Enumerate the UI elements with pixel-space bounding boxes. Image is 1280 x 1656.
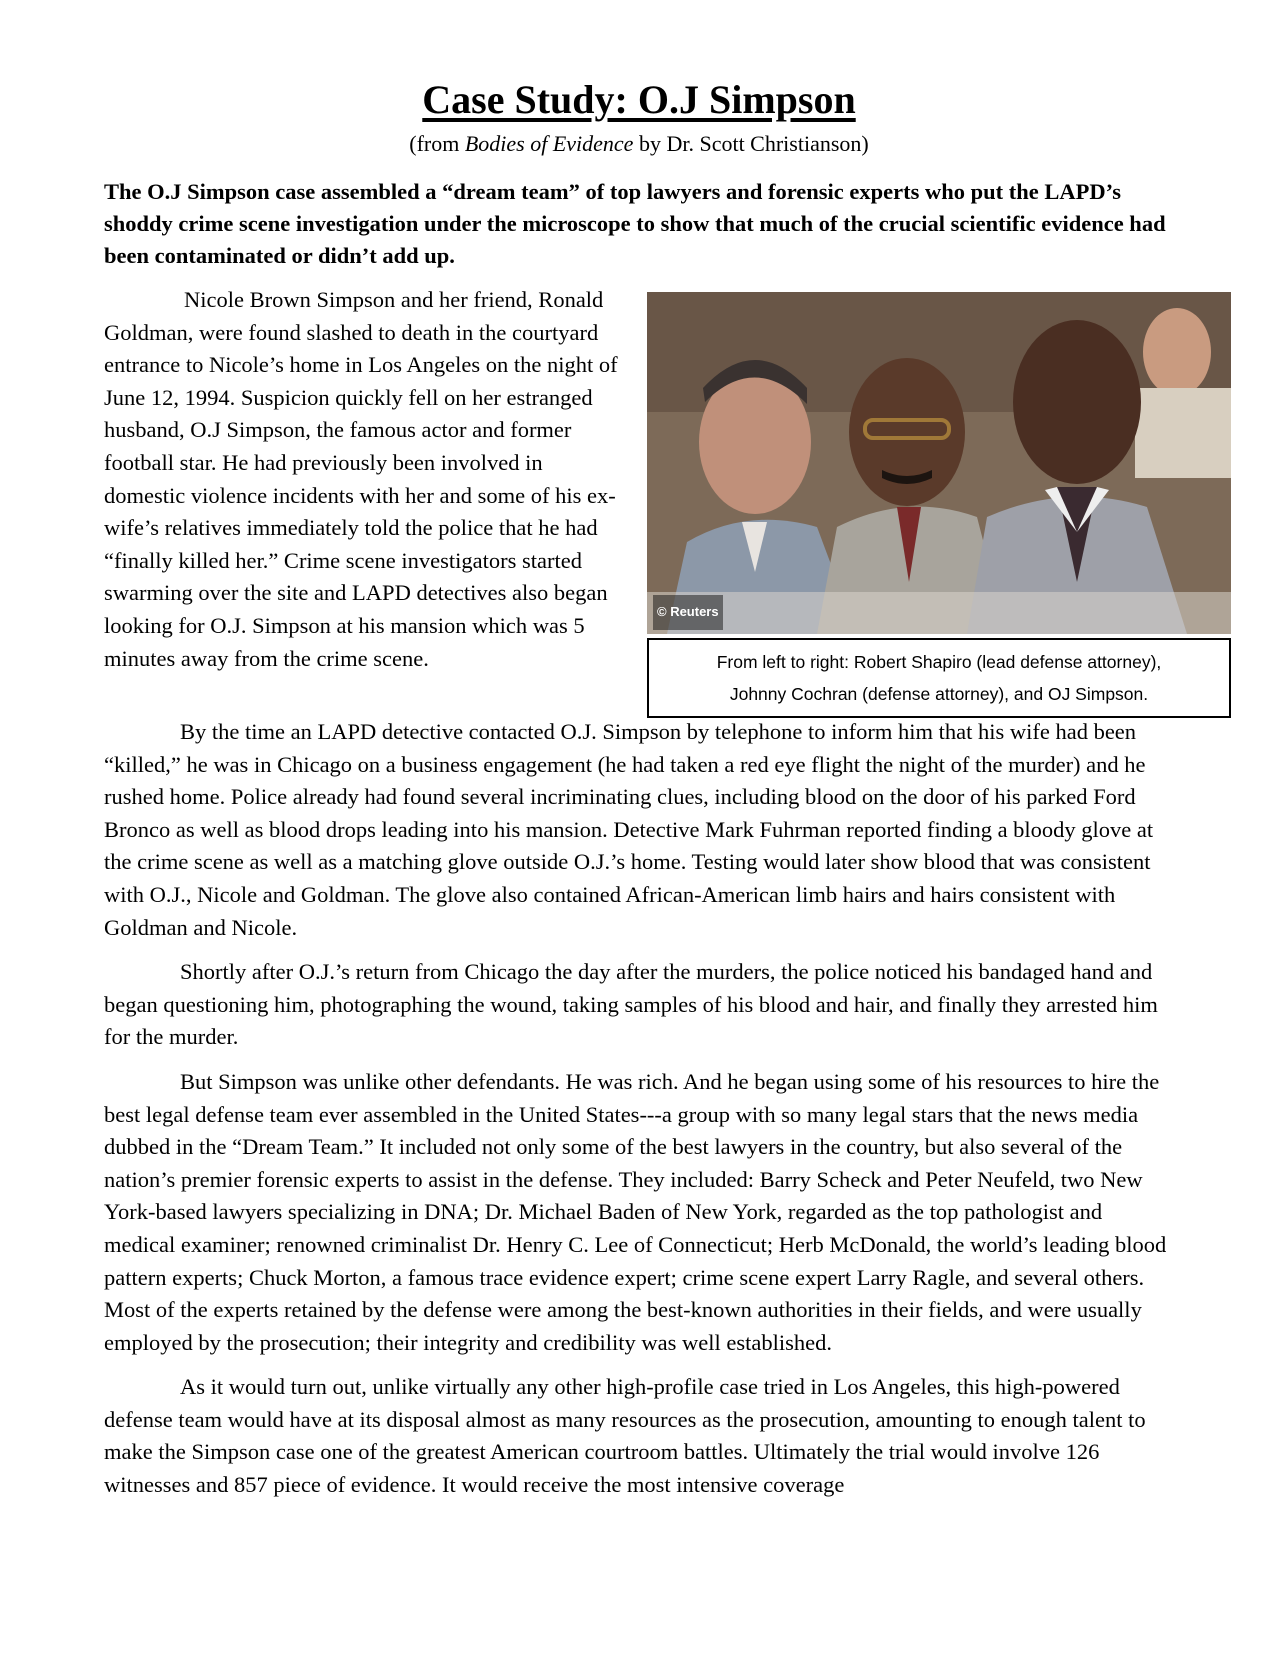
courtroom-photo xyxy=(647,292,1231,634)
first-section xyxy=(104,284,1174,716)
paragraph-5: As it would turn out, unlike virtually any other high-profile case tried in Los Angeles, this high-powered defense team would have at its disposal almost as many resources as the prosecution, amounting to enough talent to make the Simpson case one of the greatest American courtroom battles. Ultimately the trial would involve 126 witnesses and 857 piece of evidence. It would receive the most intensive coverage xyxy=(104,1374,1146,1498)
document-page xyxy=(104,72,1174,1514)
caption-line-1: From left to right: Robert Shapiro (lead defense attorney), xyxy=(716,652,1162,672)
intro-summary: The O.J Simpson case assembled a “dream team” of top lawyers and forensic experts who put the LAPD’s shoddy crime scene investigation under the microscope to show that much of the crucial scientific evidence had been contaminated or didn’t add up. xyxy=(104,179,1166,268)
page-title: Case Study: O.J Simpson xyxy=(422,77,856,122)
photo-credit: © Reuters xyxy=(653,595,723,630)
figure xyxy=(647,292,1231,718)
paragraph-4: But Simpson was unlike other defendants. He was rich. And he began using some of his resources to hire the best legal defense team ever assembled in the United States---a group with so many legal stars that the news media dubbed in the “Dream Team.” It included not only some of the best lawyers in the country, but also several of the nation’s premier forensic experts to assist in the defense. They included: Barry Scheck and Peter Neufeld, two New York-based lawyers specializing in DNA; Dr. Michael Baden of New York, regarded as the top pathologist and medical examiner; renowned criminalist Dr. Henry C. Lee of Connecticut; Herb McDonald, the world’s leading blood pattern experts; Chuck Morton, a famous trace evidence expert; crime scene expert Larry Ragle, and several others. Most of the experts retained by the defense were among the best-known authorities in their fields, and were usually employed by the prosecution; their integrity and credibility was well established. xyxy=(104,1068,1167,1355)
subtitle-book-title: Bodies of Evidence xyxy=(464,131,634,156)
paragraph-1: Nicole Brown Simpson and her friend, Ronald Goldman, were found slashed to death in the courtyard entrance to Nicole’s home in Los Angeles on the night of June 12, 1994. Suspicion quickly fell on her estranged husband, O.J Simpson, the famous actor and former football star. He had previously been involved in domestic violence incidents with her and some of his ex-wife’s relatives immediately told the police that he had “finally killed her.” Crime scene investigators started swarming over the site and LAPD detectives also began looking for O.J. Simpson at his mansion which was 5 minutes away from the crime scene. xyxy=(104,287,618,671)
photo-caption xyxy=(647,638,1231,718)
body-text xyxy=(104,716,1174,1502)
paragraph-3: Shortly after O.J.’s return from Chicago the day after the murders, the police noticed his bandaged hand and began questioning him, photographing the wound, taking samples of his blood and hair, and finally they arrested him for the murder. xyxy=(104,959,1158,1050)
subtitle-prefix: (from xyxy=(409,131,465,156)
courtroom-photo-illustration xyxy=(647,292,1231,634)
subtitle-suffix: by Dr. Scott Christianson) xyxy=(633,131,869,156)
caption-line-2: Johnny Cochran (defense attorney), and OJ Simpson. xyxy=(729,684,1149,704)
page-subtitle xyxy=(104,128,1174,160)
paragraph-2: By the time an LAPD detective contacted O.J. Simpson by telephone to inform him that his wife had been “killed,” he was in Chicago on a business engagement (he had taken a red eye flight the night of the murder) and he rushed home. Police already had found several incriminating clues, including blood on the door of his parked Ford Bronco as well as blood drops leading into his mansion. Detective Mark Fuhrman reported finding a bloody glove at the crime scene as well as a matching glove outside O.J.’s home. Testing would later show blood that was consistent with O.J., Nicole and Goldman. The glove also contained African-American limb hairs and hairs consistent with Goldman and Nicole. xyxy=(104,719,1154,940)
